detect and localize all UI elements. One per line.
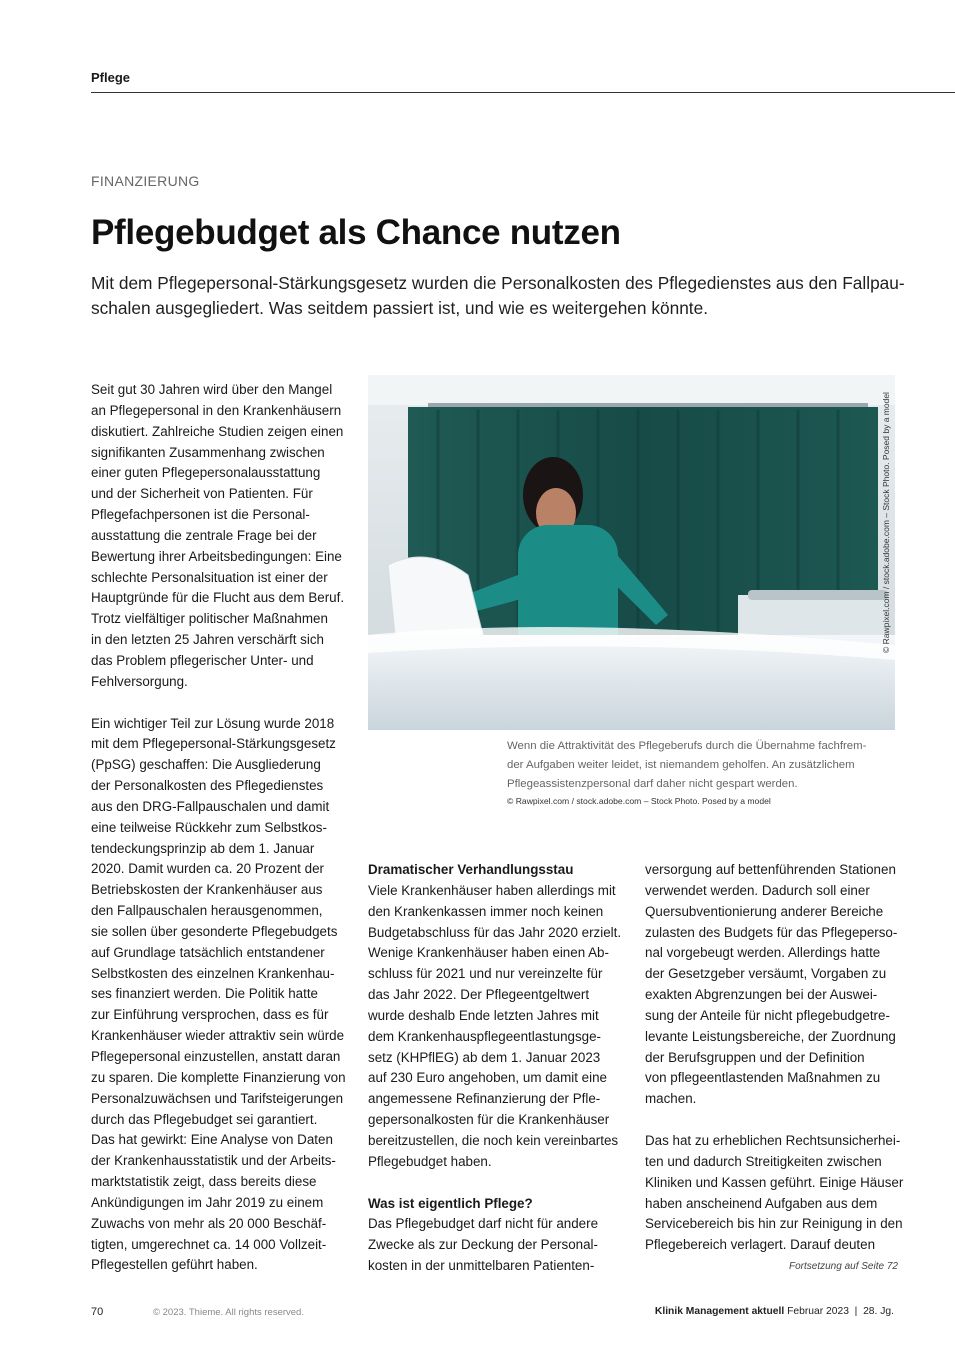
body-column-1	[91, 380, 346, 1276]
text-line: und der Sicherheit von Patienten. Für	[91, 486, 313, 502]
text-line: Pflegebereich verlagert. Darauf deuten	[645, 1237, 876, 1253]
text-line: versorgung auf bettenführenden Stationen	[645, 862, 896, 877]
text-line: Ein wichtiger Teil zur Lösung wurde 2018	[91, 715, 335, 731]
text-line: den Krankenkassen immer noch keinen	[368, 903, 604, 919]
text-line: 2020. Damit wurden ca. 20 Prozent der	[91, 861, 324, 877]
text-line: sung der Anteile für nicht pflegebudgetre-	[645, 1007, 890, 1023]
lead-line: schalen ausgegliedert. Was seitdem passiert ist, und wie es weitergehen könnte.	[91, 298, 709, 318]
text-line: levante Leistungsbereiche, der Zuordnung	[645, 1028, 896, 1044]
text-line: das Jahr 2022. Der Pflegeentgeltwert	[368, 987, 590, 1003]
text-line: das Problem pflegerischer Unter- und	[91, 652, 314, 668]
paragraph	[91, 380, 346, 693]
text-line: signifikanten Zusammenhang zwischen	[91, 444, 325, 460]
text-line: an Pflegepersonal in den Krankenhäusern	[91, 402, 342, 418]
text-line: Das hat gewirkt: Eine Analyse von Daten	[91, 1132, 333, 1148]
text-line: eine teilweise Rückkehr zum Selbstkos-	[91, 819, 327, 835]
text-line: kosten in der unmittelbaren Patienten-	[368, 1258, 595, 1274]
paragraph	[368, 1214, 623, 1277]
text-line: Das Pflegebudget darf nicht für andere	[368, 1216, 599, 1232]
text-line: Trotz vielfältiger politischer Maßnahmen	[91, 611, 328, 627]
text-line: Ankündigungen im Jahr 2019 zu einem	[91, 1194, 324, 1210]
text-line: auf Grundlage tatsächlich entstandener	[91, 944, 325, 960]
header-rule	[91, 92, 955, 93]
text-line: Zwecke als zur Deckung der Personal-	[368, 1237, 598, 1253]
caption-line: der Aufgaben weiter leidet, ist niemandem geholfen. An zusätzlichem	[507, 759, 855, 772]
paragraph	[645, 860, 900, 1110]
text-line: ten und dadurch Streitigkeiten zwischen	[645, 1153, 882, 1169]
text-line: setz (KHPflEG) ab dem 1. Januar 2023	[368, 1049, 601, 1065]
lead-line: Mit dem Pflegepersonal-Stärkungsgesetz wurden die Personalkosten des Pflegedienstes aus den Fallpau-	[91, 273, 905, 293]
text-line: zulasten des Budgets für das Pflegeperso-	[645, 924, 898, 940]
journal-name: Klinik Management aktuell	[654, 1306, 785, 1317]
text-line: marktstatistik zeigt, dass bereits diese	[91, 1174, 317, 1190]
text-line: nal vorgebeugt werden. Allerdings hatte	[645, 945, 881, 961]
text-line: Quersubventionierung anderer Bereiche	[645, 903, 884, 919]
subheading: Was ist eigentlich Pflege?	[368, 1195, 533, 1211]
issue-date: Februar 2023	[787, 1306, 849, 1317]
article-kicker: FINANZIERUNG	[91, 173, 200, 189]
volume: 28. Jg.	[863, 1306, 894, 1317]
text-line: durch das Pflegebudget sei garantiert.	[91, 1111, 318, 1127]
text-line: dem Krankenhauspflegeentlastungsge-	[368, 1028, 602, 1044]
article-photo	[368, 375, 895, 730]
text-line: Servicebereich bis hin zur Reinigung in den	[645, 1216, 903, 1232]
text-line: zur Einführung versprochen, dass es für	[91, 1007, 329, 1023]
text-line: Fehlversorgung.	[91, 673, 188, 689]
subheading: Dramatischer Verhandlungsstau	[368, 862, 574, 877]
text-line: mit dem Pflegepersonal-Stärkungsgesetz	[91, 736, 336, 752]
article-title: Pflegebudget als Chance nutzen	[91, 213, 621, 252]
text-line: ausstattung die zentrale Frage bei der	[91, 527, 317, 543]
text-line: Pflegestellen geführt haben.	[91, 1257, 258, 1273]
text-line: schlechte Personalsituation ist einer der	[91, 569, 328, 585]
text-line: bereitzustellen, die noch kein vereinbartes	[368, 1132, 619, 1148]
journal-info	[655, 1306, 894, 1317]
text-line: exakten Abgrenzungen bei der Auswei-	[645, 987, 878, 1003]
copyright: © 2023. Thieme. All rights reserved.	[153, 1307, 304, 1318]
text-line: der Gesetzgeber versäumt, Vorgaben zu	[645, 966, 887, 982]
text-line: (PpSG) geschaffen: Die Ausgliederung	[91, 757, 321, 773]
body-column-2	[368, 860, 623, 1277]
text-line: Personalzuwächsen und Tarifsteigerungen	[91, 1090, 344, 1106]
photo-caption	[507, 737, 897, 795]
text-line: der Berufsgruppen und der Definition	[645, 1049, 865, 1065]
page-number: 70	[91, 1306, 104, 1318]
photo-credit: © Rawpixel.com / stock.adobe.com – Stock Photo. Posed by a model	[507, 796, 771, 806]
caption-line: Wenn die Attraktivität des Pflegeberufs durch die Übernahme fachfrem-	[507, 740, 867, 752]
text-line: Viele Krankenhäuser haben allerdings mit	[368, 882, 616, 898]
photo-credit-vertical: © Rawpixel.com / stock.adobe.com – Stock Photo. Posed by a model	[881, 392, 891, 653]
text-line: Budgetabschluss für das Jahr 2020 erzielt.	[368, 924, 622, 940]
text-line: von pflegeentlastenden Maßnahmen zu	[645, 1070, 881, 1086]
text-line: Das hat zu erheblichen Rechtsunsicherhei-	[645, 1132, 901, 1148]
text-line: schluss für 2021 und nur vereinzelte für	[368, 966, 603, 982]
text-line: Hauptgründe für die Flucht aus dem Beruf.	[91, 590, 345, 606]
text-line: einer guten Pflegepersonalausstattung	[91, 465, 321, 481]
text-line: Bewertung ihrer Arbeitsbedingungen: Eine	[91, 548, 342, 564]
text-line: Pflegebudget haben.	[368, 1153, 492, 1169]
text-line: tigten, umgerechnet ca. 14 000 Vollzeit-	[91, 1236, 327, 1252]
paragraph	[368, 881, 623, 1173]
text-line: Pflegepersonal einzustellen, anstatt daran	[91, 1049, 341, 1064]
text-line: Selbstkosten des einzelnen Krankenhau-	[91, 965, 335, 981]
text-line: tendeckungsprinzip ab dem 1. Januar	[91, 840, 315, 856]
text-line: ses finanziert werden. Die Politik hatte	[91, 986, 319, 1002]
article-lead	[91, 271, 905, 321]
body-column-3	[645, 860, 904, 1256]
text-line: haben anscheinend Aufgaben aus dem	[645, 1195, 878, 1211]
text-line: aus den DRG-Fallpauschalen und damit	[91, 798, 330, 814]
text-line: diskutiert. Zahlreiche Studien zeigen einen	[91, 423, 344, 439]
section-label: Pflege	[91, 70, 131, 85]
text-line: der Personalkosten des Pflegedienstes	[91, 778, 324, 794]
text-line: auf 230 Euro angehoben, um damit eine	[368, 1070, 607, 1086]
text-line: gepersonalkosten für die Krankenhäuser	[368, 1112, 610, 1128]
text-line: Zuwachs von mehr als 20 000 Beschäf-	[91, 1215, 327, 1231]
text-line: der Krankenhausstatistik und der Arbeits-	[91, 1153, 336, 1169]
continued-note: Fortsetzung auf Seite 72	[789, 1261, 898, 1272]
separator: |	[854, 1306, 858, 1317]
text-line: Wenige Krankenhäuser haben einen Ab-	[368, 945, 609, 961]
text-line: Krankenhäuser wieder attraktiv sein würde	[91, 1028, 345, 1044]
text-line: Seit gut 30 Jahren wird über den Mangel	[91, 382, 333, 397]
caption-line: Pflegeassistenzpersonal darf daher nicht gespart werden.	[507, 778, 798, 791]
text-line: angemessene Refinanzierung der Pfle-	[368, 1091, 601, 1107]
paragraph	[91, 714, 346, 1277]
text-line: wurde deshalb Ende letzten Jahres mit	[368, 1007, 599, 1023]
text-line: Kliniken und Kassen geführt. Einige Häuser	[645, 1174, 904, 1190]
text-line: machen.	[645, 1091, 697, 1107]
text-line: in den letzten 25 Jahren verschärft sich	[91, 632, 324, 648]
text-line: verwendet werden. Dadurch soll einer	[645, 882, 870, 898]
text-line: Pflegefachpersonen ist die Personal-	[91, 507, 310, 523]
text-line: sie sollen über gesonderte Pflegebudgets	[91, 923, 338, 939]
text-line: Betriebskosten der Krankenhäuser aus	[91, 882, 323, 898]
text-line: den Fallpauschalen herausgenommen,	[91, 903, 323, 919]
paragraph	[645, 1131, 904, 1256]
text-line: zu sparen. Die komplette Finanzierung von	[91, 1069, 346, 1085]
